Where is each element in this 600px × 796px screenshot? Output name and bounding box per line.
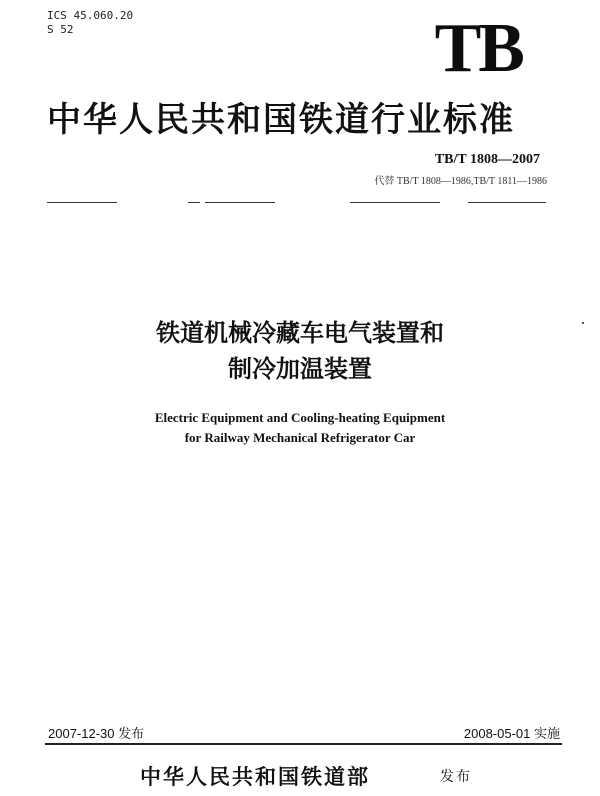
footer-rule — [45, 743, 562, 745]
issue-date: 2007-12-30 发布 — [48, 726, 145, 741]
header-rule-segment — [468, 202, 546, 203]
ics-code: ICS 45.060.20 — [47, 9, 134, 22]
chinese-title-line-1: 铁道机械冷藏车电气装置和 — [156, 319, 444, 347]
publish-label: 发布 — [440, 769, 472, 785]
standard-number: TB/T 1808—2007 — [434, 152, 540, 167]
header-rule-segment — [205, 202, 275, 203]
header-rule-segment — [47, 202, 117, 203]
classification-codes — [47, 9, 133, 37]
scan-speck — [582, 322, 584, 324]
english-title-line-2: for Railway Mechanical Refrigerator Car — [184, 430, 416, 445]
header-rule-segment — [188, 202, 200, 203]
replaces-note: 代替 TB/T 1808—1986,TB/T 1811—1986 — [374, 176, 547, 187]
publisher-name: 中华人民共和国铁道部 — [140, 764, 370, 789]
standard-type-heading: 中华人民共和国铁道行业标准 — [47, 100, 515, 140]
english-title-line-1: Electric Equipment and Cooling-heating Equipment — [154, 410, 446, 425]
chinese-title-line-2: 制冷加温装置 — [228, 355, 372, 383]
ccs-code: S 52 — [47, 23, 74, 36]
header-rule-segment — [350, 202, 440, 203]
implementation-date: 2008-05-01 实施 — [463, 726, 560, 741]
tb-logo: TB — [434, 10, 522, 87]
